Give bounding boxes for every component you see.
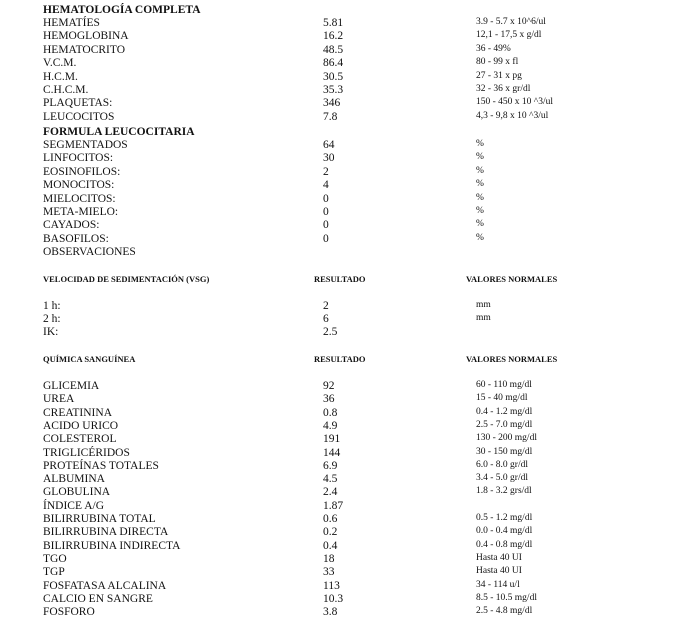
reference-range: 12,1 - 17,5 x g/dl	[476, 30, 542, 41]
test-value: 2	[323, 165, 329, 178]
reference-range: 34 - 114 u/l	[476, 579, 520, 590]
table-row	[0, 71, 675, 85]
reference-range: 80 - 99 x fl	[476, 57, 519, 68]
reference-range: 130 - 200 mg/dl	[476, 433, 537, 444]
reference-range: 0.4 - 0.8 mg/dl	[476, 539, 533, 550]
reference-range: %	[476, 232, 484, 243]
reference-range: 0.4 - 1.2 mg/dl	[476, 406, 533, 417]
test-value: 191	[323, 433, 341, 446]
test-name: PLAQUETAS:	[43, 97, 113, 110]
quimica-header-result: RESULTADO	[314, 354, 366, 364]
table-row	[0, 433, 675, 447]
section-title-formula	[0, 126, 675, 140]
test-value: 35.3	[323, 84, 344, 96]
test-name: IK:	[43, 326, 59, 338]
test-name: MONOCITOS:	[43, 179, 115, 192]
reference-range: 30 - 150 mg/dl	[476, 446, 533, 457]
test-value: 144	[323, 446, 341, 459]
observaciones-row	[0, 246, 675, 260]
reference-range: 32 - 36 x gr/dl	[476, 84, 531, 94]
test-name: CREATININA	[43, 406, 112, 419]
test-name: ÍNDICE A/G	[43, 499, 105, 512]
table-row	[0, 420, 675, 434]
test-name: TRIGLICÉRIDOS	[43, 446, 130, 459]
test-value: 2.5	[323, 326, 338, 338]
reference-range: 60 - 110 mg/dl	[476, 380, 532, 390]
observaciones-label: OBSERVACIONES	[43, 246, 136, 258]
reference-range: %	[476, 139, 484, 149]
reference-range: 2.5 - 4.8 mg/dl	[476, 606, 533, 617]
test-name: C.H.C.M.	[43, 84, 89, 96]
table-row	[0, 460, 675, 474]
reference-range: 3.9 - 5.7 x 10^6/ul	[476, 17, 546, 27]
reference-range: 150 - 450 x 10 ^3/ul	[476, 97, 554, 108]
test-value: 5.81	[323, 17, 344, 29]
test-name: BILIRRUBINA TOTAL	[43, 513, 156, 525]
test-name: V.C.M.	[43, 57, 77, 70]
test-value: 346	[323, 97, 341, 110]
test-value: 4	[323, 179, 329, 192]
section-title: HEMATOLOGÍA COMPLETA	[43, 4, 201, 16]
vsg-header-name: VELOCIDAD DE SEDIMENTACIÓN (VSG)	[43, 274, 210, 284]
table-row	[0, 580, 675, 594]
table-row	[0, 193, 675, 207]
test-value: 4.5	[323, 473, 338, 486]
reference-range: 6.0 - 8.0 gr/dl	[476, 459, 528, 470]
test-name: BASOFILOS:	[43, 232, 109, 245]
test-name: ACIDO URICO	[43, 419, 119, 432]
table-row	[0, 526, 675, 540]
test-name: BILIRRUBINA DIRECTA	[43, 526, 169, 539]
test-name: TGO	[43, 552, 67, 565]
test-value: 86.4	[323, 57, 344, 70]
test-name: SEGMENTADOS	[43, 139, 128, 151]
table-row	[0, 407, 675, 421]
test-value: 0.4	[323, 539, 338, 552]
test-value: 0	[323, 232, 329, 245]
reference-range: %	[476, 179, 484, 190]
test-name: LINFOCITOS:	[43, 152, 114, 165]
vsg-header	[0, 274, 675, 288]
quimica-header	[0, 354, 675, 368]
test-name: BILIRRUBINA INDIRECTA	[43, 539, 181, 552]
table-row	[0, 500, 675, 514]
test-value: 16.2	[323, 30, 344, 43]
test-name: GLICEMIA	[43, 380, 100, 392]
table-row	[0, 540, 675, 554]
table-row	[0, 111, 675, 125]
reference-range: %	[476, 206, 484, 216]
test-name: PROTEÍNAS TOTALES	[43, 459, 159, 472]
test-value: 92	[323, 380, 335, 392]
test-name: LEUCOCITOS	[43, 110, 115, 123]
table-row	[0, 393, 675, 407]
test-name: UREA	[43, 393, 75, 406]
table-row	[0, 300, 675, 314]
test-name: EOSINOFILOS:	[43, 165, 121, 178]
table-row	[0, 166, 675, 180]
table-row	[0, 486, 675, 500]
table-row	[0, 380, 675, 394]
reference-range: %	[476, 152, 484, 163]
test-value: 64	[323, 139, 335, 151]
test-value: 33	[323, 566, 335, 579]
test-name: HEMOGLOBINA	[43, 30, 129, 43]
table-row	[0, 84, 675, 98]
reference-range: 36 - 49%	[476, 43, 511, 54]
test-value: 6.9	[323, 459, 338, 472]
test-value: 36	[323, 393, 335, 406]
test-name: META-MIELO:	[43, 206, 119, 218]
reference-range: %	[476, 165, 484, 176]
section-title-hematologia	[0, 4, 675, 18]
reference-range: Hasta 40 UI	[476, 566, 522, 577]
test-name: HEMATOCRITO	[43, 43, 125, 56]
test-value: 0.8	[323, 406, 338, 419]
test-name: 2 h:	[43, 313, 61, 325]
table-row	[0, 566, 675, 580]
test-value: 48.5	[323, 43, 344, 56]
test-name: FOSFATASA ALCALINA	[43, 579, 167, 592]
test-name: CALCIO EN SANGRE	[43, 592, 153, 605]
test-name: GLOBULINA	[43, 486, 111, 499]
reference-range: 3.4 - 5.0 gr/dl	[476, 473, 528, 484]
test-name: FOSFORO	[43, 606, 95, 619]
table-row	[0, 152, 675, 166]
test-name: MIELOCITOS:	[43, 192, 116, 205]
test-value: 0.2	[323, 526, 338, 539]
table-row	[0, 206, 675, 220]
reference-range: %	[476, 192, 484, 203]
table-row	[0, 44, 675, 58]
table-row	[0, 30, 675, 44]
test-value: 10.3	[323, 592, 344, 605]
reference-range: 2.5 - 7.0 mg/dl	[476, 419, 533, 430]
test-value: 18	[323, 552, 335, 565]
reference-range: 8.5 - 10.5 mg/dl	[476, 592, 537, 603]
reference-range: %	[476, 219, 484, 230]
test-value: 2.4	[323, 486, 338, 499]
table-row	[0, 447, 675, 461]
test-name: COLESTEROL	[43, 433, 117, 446]
test-value: 113	[323, 579, 340, 592]
quimica-header-normal: VALORES NORMALES	[466, 354, 558, 364]
test-value: 3.8	[323, 606, 338, 619]
table-row	[0, 326, 675, 340]
reference-range: mm	[476, 313, 491, 323]
reference-range: 0.0 - 0.4 mg/dl	[476, 526, 533, 537]
test-name: ALBUMINA	[43, 473, 105, 486]
test-value: 2	[323, 300, 329, 312]
reference-range: Hasta 40 UI	[476, 552, 522, 563]
test-value: 7.8	[323, 110, 338, 123]
table-row	[0, 17, 675, 31]
table-row	[0, 313, 675, 327]
test-value: 30	[323, 152, 335, 165]
test-name: 1 h:	[43, 300, 61, 312]
table-row	[0, 97, 675, 111]
test-name: TGP	[43, 566, 65, 579]
test-name: HEMATÍES	[43, 17, 100, 29]
table-row	[0, 219, 675, 233]
table-row	[0, 553, 675, 567]
vsg-header-result: RESULTADO	[314, 274, 366, 284]
test-value: 1.87	[323, 499, 344, 512]
table-row	[0, 179, 675, 193]
test-name: H.C.M.	[43, 70, 78, 83]
test-value: 0	[323, 219, 329, 232]
reference-range: 15 - 40 mg/dl	[476, 393, 528, 404]
table-row	[0, 139, 675, 153]
table-row	[0, 606, 675, 620]
test-value: 6	[323, 313, 329, 325]
test-value: 4.9	[323, 419, 338, 432]
reference-range: mm	[476, 300, 491, 310]
table-row	[0, 513, 675, 527]
table-row	[0, 233, 675, 247]
test-value: 0	[323, 206, 329, 218]
test-value: 0.6	[323, 513, 338, 525]
reference-range: 27 - 31 x pg	[476, 70, 522, 81]
section-title: FORMULA LEUCOCITARIA	[43, 126, 195, 138]
test-name: CAYADOS:	[43, 219, 100, 232]
table-row	[0, 593, 675, 607]
table-row	[0, 57, 675, 71]
reference-range: 4,3 - 9,8 x 10 ^3/ul	[476, 110, 549, 121]
reference-range: 0.5 - 1.2 mg/dl	[476, 513, 533, 523]
quimica-header-name: QUÍMICA SANGUÍNEA	[43, 354, 136, 364]
reference-range: 1.8 - 3.2 grs/dl	[476, 486, 532, 497]
vsg-header-normal: VALORES NORMALES	[466, 274, 558, 284]
test-value: 30.5	[323, 70, 344, 83]
test-value: 0	[323, 192, 329, 205]
table-row	[0, 473, 675, 487]
